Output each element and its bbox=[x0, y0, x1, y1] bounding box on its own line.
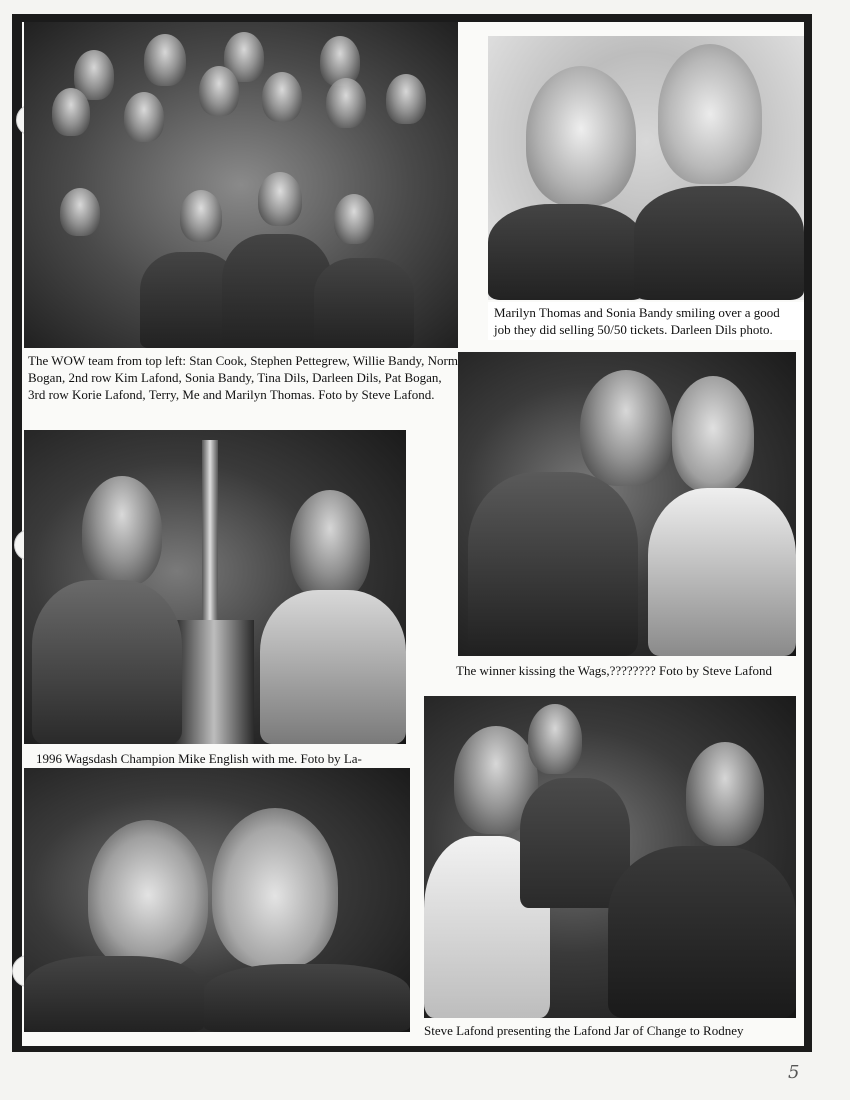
marilyn-sonia-photo bbox=[488, 36, 804, 300]
winner-kiss-photo bbox=[458, 352, 796, 656]
lafond-jar-photo bbox=[424, 696, 796, 1018]
couple-photo bbox=[24, 768, 410, 1032]
champion-trophy-photo bbox=[24, 430, 406, 744]
lafond-jar-caption: Steve Lafond presenting the Lafond Jar of Change to Rodney bbox=[424, 1022, 796, 1039]
winner-kiss-caption: The winner kissing the Wags,???????? Foto by Steve Lafond bbox=[456, 662, 796, 679]
champion-caption: 1996 Wagsdash Champion Mike English with me. Foto by La- bbox=[36, 750, 416, 767]
team-photo-caption: The WOW team from top left: Stan Cook, Stephen Pettegrew, Willie Bandy, Norm Bogan, 2nd row Kim Lafond, Sonia Bandy, Tina Dils, Darleen Dils, Pat Bogan, 3rd row Korie Lafond, Terry, Me and Marilyn Thomas. Foto by Steve Lafond. bbox=[28, 352, 460, 403]
team-photo bbox=[24, 22, 458, 348]
page-number: 5 bbox=[788, 1062, 800, 1083]
marilyn-sonia-caption: Marilyn Thomas and Sonia Bandy smiling over a good job they did selling 50/50 tickets. Darleen Dils photo. bbox=[488, 302, 804, 340]
